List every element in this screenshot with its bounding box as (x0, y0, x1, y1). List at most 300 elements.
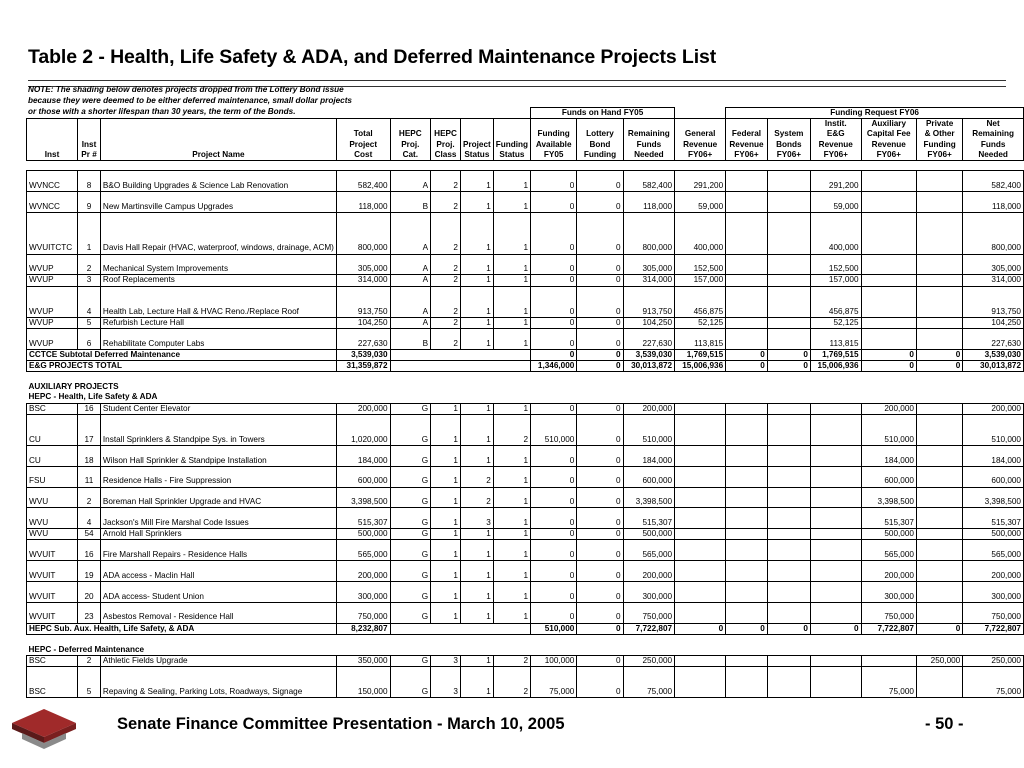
net-remaining-cell: 118,000 (963, 192, 1024, 213)
funding-status-cell: 1 (493, 192, 530, 213)
project-name-cell: Athletic Fields Upgrade (100, 655, 336, 666)
table-cell (27, 161, 1024, 171)
header-line: Funding (583, 149, 617, 159)
pr-cell: 19 (78, 561, 101, 582)
system-bonds-cell (767, 403, 810, 414)
funding-available-cell: 0 (531, 582, 577, 603)
net-remaining-cell: 800,000 (963, 213, 1024, 255)
federal-revenue-cell (726, 655, 768, 666)
inst-cell: WVUP (27, 254, 78, 275)
general-revenue-cell (675, 540, 726, 561)
project-name-cell: Rehabilitate Computer Labs (100, 328, 336, 349)
inst-cell: WVU (27, 508, 78, 529)
funding-status-cell: 1 (493, 446, 530, 467)
pr-cell: 18 (78, 446, 101, 467)
federal-revenue-cell (726, 403, 768, 414)
general-revenue-cell (675, 582, 726, 603)
header-line: Project (462, 139, 491, 149)
pr-cell: 3 (78, 275, 101, 286)
header-line (339, 119, 388, 129)
header-line: E&G (826, 129, 845, 139)
table-row (27, 414, 1024, 445)
header-line (770, 119, 808, 129)
category-cell: G (390, 561, 431, 582)
federal-revenue-cell (726, 582, 768, 603)
auxiliary-cell (861, 286, 916, 317)
header-line: Class (434, 149, 457, 159)
table-cell (27, 634, 1024, 644)
table-row (27, 529, 1024, 540)
table-row (27, 275, 1024, 286)
header-line: Funds (980, 139, 1006, 149)
total-aux: 7,722,807 (861, 623, 916, 634)
header-line (728, 119, 765, 129)
column-header (623, 119, 675, 161)
project-status-cell: 1 (460, 414, 493, 445)
federal-revenue-cell (726, 414, 768, 445)
remaining-cell: 300,000 (623, 582, 675, 603)
net-remaining-cell: 510,000 (963, 414, 1024, 445)
system-bonds-cell (767, 317, 810, 328)
funding-available-cell: 0 (531, 275, 577, 286)
header-line: FY06+ (927, 149, 952, 159)
project-status-cell: 1 (460, 213, 493, 255)
table-cell (78, 108, 101, 119)
header-line: Total (353, 129, 373, 139)
auxiliary-cell: 510,000 (861, 414, 916, 445)
auxiliary-cell (861, 171, 916, 192)
header-line: Net (986, 119, 1000, 129)
auxiliary-cell (861, 328, 916, 349)
category-cell: A (390, 171, 431, 192)
total-sys: 0 (767, 623, 810, 634)
category-cell: B (390, 328, 431, 349)
total-label: CCTCE Subtotal Deferred Maintenance (27, 349, 337, 360)
inst-cell: BSC (27, 403, 78, 414)
funding-status-cell: 1 (493, 328, 530, 349)
general-revenue-cell: 291,200 (675, 171, 726, 192)
eg-revenue-cell: 113,815 (810, 328, 861, 349)
funding-status-cell: 1 (493, 275, 530, 286)
column-header (861, 119, 916, 161)
table-cell (460, 108, 493, 119)
header-line: Funding (923, 139, 956, 149)
lottery-cell: 0 (577, 286, 623, 317)
federal-revenue-cell (726, 328, 768, 349)
auxiliary-cell: 200,000 (861, 561, 916, 582)
class-cell: 1 (431, 561, 461, 582)
header-line: HEPC (398, 129, 422, 139)
remaining-cell: 3,398,500 (623, 487, 675, 508)
category-cell: G (390, 655, 431, 666)
header-line: FY06+ (876, 149, 901, 159)
federal-revenue-cell (726, 466, 768, 487)
header-line: Proj. (401, 139, 420, 149)
table-cell (390, 360, 531, 371)
eg-revenue-cell: 59,000 (810, 192, 861, 213)
funding-available-cell: 510,000 (531, 414, 577, 445)
private-cell (916, 667, 962, 698)
eg-revenue-cell: 157,000 (810, 275, 861, 286)
project-status-cell: 1 (460, 529, 493, 540)
federal-revenue-cell (726, 317, 768, 328)
column-header (577, 119, 623, 161)
class-cell: 2 (431, 171, 461, 192)
auxiliary-cell: 600,000 (861, 466, 916, 487)
lottery-cell: 0 (577, 213, 623, 255)
lottery-cell: 0 (577, 655, 623, 666)
remaining-cell: 184,000 (623, 446, 675, 467)
funding-available-cell: 0 (531, 192, 577, 213)
header-line (533, 119, 574, 129)
system-bonds-cell (767, 192, 810, 213)
remaining-cell: 510,000 (623, 414, 675, 445)
funding-status-cell: 1 (493, 254, 530, 275)
header-line (677, 119, 723, 129)
aux-heading (27, 382, 1024, 392)
table-cell (675, 108, 726, 119)
header-line: General (684, 129, 716, 139)
remaining-cell: 104,250 (623, 317, 675, 328)
header-line: Available (535, 139, 572, 149)
total-sys: 0 (767, 349, 810, 360)
lottery-cell: 0 (577, 192, 623, 213)
lottery-cell: 0 (577, 529, 623, 540)
cost-cell: 500,000 (336, 529, 390, 540)
federal-revenue-cell (726, 446, 768, 467)
system-bonds-cell (767, 171, 810, 192)
remaining-cell: 800,000 (623, 213, 675, 255)
private-cell (916, 171, 962, 192)
eg-revenue-cell (810, 403, 861, 414)
lottery-cell: 0 (577, 466, 623, 487)
lottery-cell: 0 (577, 487, 623, 508)
general-revenue-cell: 113,815 (675, 328, 726, 349)
lottery-cell: 0 (577, 328, 623, 349)
eg-revenue-cell (810, 655, 861, 666)
general-revenue-cell (675, 602, 726, 623)
federal-revenue-cell (726, 254, 768, 275)
header-line: Project (349, 139, 378, 149)
net-remaining-cell: 582,400 (963, 171, 1024, 192)
auxiliary-cell: 515,307 (861, 508, 916, 529)
funding-status-cell: 2 (493, 667, 530, 698)
total-avail: 0 (531, 349, 577, 360)
category-cell: A (390, 286, 431, 317)
header-line (29, 119, 75, 129)
general-revenue-cell (675, 529, 726, 540)
column-header (336, 119, 390, 161)
inst-cell: WVUP (27, 286, 78, 317)
header-line: Bond (589, 139, 611, 149)
cost-cell: 300,000 (336, 582, 390, 603)
total-net: 7,722,807 (963, 623, 1024, 634)
table-row (27, 286, 1024, 317)
private-cell (916, 602, 962, 623)
table-row (27, 487, 1024, 508)
funding-request-header: Funding Request FY06 (726, 108, 1024, 119)
header-line: Cost (354, 149, 373, 159)
total-label: E&G PROJECTS TOTAL (27, 360, 337, 371)
header-line: Cat. (402, 149, 419, 159)
private-cell (916, 286, 962, 317)
category-cell: G (390, 529, 431, 540)
header-line (103, 129, 334, 139)
project-name-cell: Repaving & Sealing, Parking Lots, Roadways, Signage (100, 667, 336, 698)
header-line (496, 119, 528, 129)
project-name-cell: Roof Replacements (100, 275, 336, 286)
project-status-cell: 1 (460, 171, 493, 192)
header-line: HEPC (434, 129, 457, 139)
inst-cell: BSC (27, 667, 78, 698)
cost-cell: 3,398,500 (336, 487, 390, 508)
remaining-cell: 75,000 (623, 667, 675, 698)
private-cell: 250,000 (916, 655, 962, 666)
net-remaining-cell: 300,000 (963, 582, 1024, 603)
table-row (27, 602, 1024, 623)
total-eg: 15,006,936 (810, 360, 861, 371)
column-header (810, 119, 861, 161)
system-bonds-cell (767, 275, 810, 286)
federal-revenue-cell (726, 529, 768, 540)
net-remaining-cell: 104,250 (963, 317, 1024, 328)
header-line: Revenue (818, 139, 853, 149)
project-name-cell: Mechanical System Improvements (100, 254, 336, 275)
column-header (390, 119, 431, 161)
funding-available-cell: 0 (531, 602, 577, 623)
private-cell (916, 192, 962, 213)
category-cell: G (390, 582, 431, 603)
project-name-cell: B&O Building Upgrades & Science Lab Renovation (100, 171, 336, 192)
class-cell: 2 (431, 328, 461, 349)
project-status-cell: 1 (460, 286, 493, 317)
project-status-cell: 1 (460, 561, 493, 582)
system-bonds-cell (767, 466, 810, 487)
category-cell: G (390, 446, 431, 467)
total-lottery: 0 (577, 623, 623, 634)
class-cell: 2 (431, 213, 461, 255)
total-cost: 3,539,030 (336, 349, 390, 360)
system-bonds-cell (767, 508, 810, 529)
header-line: FY06+ (734, 149, 759, 159)
column-header (531, 119, 577, 161)
general-revenue-cell: 456,875 (675, 286, 726, 317)
header-line: FY06+ (687, 149, 713, 159)
inst-cell: WVNCC (27, 171, 78, 192)
funding-status-cell: 1 (493, 529, 530, 540)
inst-cell: WVU (27, 487, 78, 508)
total-avail: 1,346,000 (531, 360, 577, 371)
net-remaining-cell: 227,630 (963, 328, 1024, 349)
table-row (27, 254, 1024, 275)
eg-revenue-cell: 291,200 (810, 171, 861, 192)
project-name-cell: Install Sprinklers & Standpipe Sys. in Towers (100, 414, 336, 445)
table-cell (431, 108, 461, 119)
cost-cell: 582,400 (336, 171, 390, 192)
funding-status-cell: 1 (493, 213, 530, 255)
lottery-cell: 0 (577, 561, 623, 582)
table-row (27, 561, 1024, 582)
inst-cell: WVUP (27, 317, 78, 328)
inst-cell: CU (27, 414, 78, 445)
total-net: 30,013,872 (963, 360, 1024, 371)
header-line: Funding (495, 139, 529, 149)
funding-available-cell: 0 (531, 328, 577, 349)
cost-cell: 227,630 (336, 328, 390, 349)
private-cell (916, 254, 962, 275)
project-status-cell: 2 (460, 487, 493, 508)
funding-status-cell: 1 (493, 171, 530, 192)
column-header (493, 119, 530, 161)
total-avail: 510,000 (531, 623, 577, 634)
auxiliary-cell: 300,000 (861, 582, 916, 603)
table-row (27, 317, 1024, 328)
class-cell: 1 (431, 487, 461, 508)
auxiliary-cell (861, 192, 916, 213)
remaining-cell: 200,000 (623, 561, 675, 582)
total-sys: 0 (767, 360, 810, 371)
total-priv: 0 (916, 360, 962, 371)
total-aux: 0 (861, 360, 916, 371)
pr-cell: 4 (78, 286, 101, 317)
eg-revenue-cell: 456,875 (810, 286, 861, 317)
lottery-cell: 0 (577, 602, 623, 623)
inst-cell: WVUIT (27, 561, 78, 582)
inst-cell: BSC (27, 655, 78, 666)
general-revenue-cell (675, 655, 726, 666)
project-status-cell: 1 (460, 317, 493, 328)
column-header (431, 119, 461, 161)
project-name-cell: ADA access - Maclin Hall (100, 561, 336, 582)
header-line: Instit. (824, 119, 847, 129)
header-line: Federal (731, 129, 762, 139)
net-remaining-cell: 75,000 (963, 667, 1024, 698)
net-remaining-cell: 750,000 (963, 602, 1024, 623)
table-row (27, 508, 1024, 529)
pr-cell: 11 (78, 466, 101, 487)
funding-status-cell: 1 (493, 508, 530, 529)
header-line: Needed (634, 149, 664, 159)
page-number: - 50 - (925, 715, 964, 733)
general-revenue-cell (675, 561, 726, 582)
class-cell: 2 (431, 254, 461, 275)
private-cell (916, 446, 962, 467)
remaining-cell: 314,000 (623, 275, 675, 286)
eg-revenue-cell: 52,125 (810, 317, 861, 328)
federal-revenue-cell (726, 275, 768, 286)
federal-revenue-cell (726, 508, 768, 529)
total-remaining: 3,539,030 (623, 349, 675, 360)
remaining-cell: 250,000 (623, 655, 675, 666)
cost-cell: 800,000 (336, 213, 390, 255)
total-cost: 8,232,807 (336, 623, 390, 634)
project-status-cell: 1 (460, 655, 493, 666)
header-line: Needed (978, 149, 1008, 159)
category-cell: G (390, 414, 431, 445)
header-line: & Other (924, 129, 955, 139)
funding-available-cell: 75,000 (531, 667, 577, 698)
federal-revenue-cell (726, 667, 768, 698)
system-bonds-cell (767, 414, 810, 445)
header-line: Private (925, 119, 954, 129)
remaining-cell: 515,307 (623, 508, 675, 529)
system-bonds-cell (767, 286, 810, 317)
header-line (463, 129, 491, 139)
table-cell (336, 108, 390, 119)
total-aux: 0 (861, 349, 916, 360)
note-line-2: because they were deemed to be either deferred maintenance, small dollar projects (28, 95, 352, 105)
cost-cell: 600,000 (336, 466, 390, 487)
total-fed: 0 (726, 349, 768, 360)
cost-cell: 314,000 (336, 275, 390, 286)
project-status-cell: 2 (460, 466, 493, 487)
header-line (29, 129, 75, 139)
total-gen: 1,769,515 (675, 349, 726, 360)
column-header (675, 119, 726, 161)
funding-status-cell: 1 (493, 317, 530, 328)
federal-revenue-cell (726, 561, 768, 582)
class-cell: 2 (431, 275, 461, 286)
project-status-cell: 1 (460, 540, 493, 561)
cost-cell: 200,000 (336, 403, 390, 414)
project-status-cell: 1 (460, 446, 493, 467)
lottery-cell: 0 (577, 275, 623, 286)
project-name-cell: Jackson's Mill Fire Marshal Code Issues (100, 508, 336, 529)
header-line: Funds (636, 139, 662, 149)
system-bonds-cell (767, 254, 810, 275)
spacer-row (27, 372, 1024, 382)
footer-text: Senate Finance Committee Presentation - March 10, 2005 (117, 715, 565, 733)
header-line (496, 129, 528, 139)
eg-revenue-cell (810, 529, 861, 540)
eg-revenue-cell (810, 446, 861, 467)
total-label: HEPC Sub. Aux. Health, Life Safety, & ADA (27, 623, 337, 634)
header-line: Lottery (586, 129, 614, 139)
funds-on-hand-header: Funds on Hand FY05 (531, 108, 675, 119)
header-line (393, 119, 429, 129)
funding-available-cell: 0 (531, 171, 577, 192)
remaining-cell: 582,400 (623, 171, 675, 192)
table-cell (390, 623, 531, 634)
general-revenue-cell (675, 414, 726, 445)
funding-status-cell: 1 (493, 561, 530, 582)
header-line: Proj. (436, 139, 455, 149)
page-title: Table 2 - Health, Life Safety & ADA, and Deferred Maintenance Projects List (28, 46, 717, 68)
general-revenue-cell: 400,000 (675, 213, 726, 255)
pr-cell: 20 (78, 582, 101, 603)
total-lottery: 0 (577, 349, 623, 360)
category-cell: G (390, 667, 431, 698)
project-name-cell: New Martinsville Campus Upgrades (100, 192, 336, 213)
pr-cell: 17 (78, 414, 101, 445)
auxiliary-cell (861, 254, 916, 275)
total-net: 3,539,030 (963, 349, 1024, 360)
lottery-cell: 0 (577, 667, 623, 698)
funding-status-cell: 1 (493, 540, 530, 561)
category-cell: G (390, 466, 431, 487)
remaining-cell: 600,000 (623, 466, 675, 487)
private-cell (916, 540, 962, 561)
eg-total-row (27, 360, 1024, 371)
pr-cell: 2 (78, 655, 101, 666)
table-row (27, 171, 1024, 192)
class-cell: 1 (431, 466, 461, 487)
funding-available-cell: 0 (531, 508, 577, 529)
net-remaining-cell: 184,000 (963, 446, 1024, 467)
net-remaining-cell: 600,000 (963, 466, 1024, 487)
class-cell: 1 (431, 529, 461, 540)
table-cell (27, 372, 1024, 382)
